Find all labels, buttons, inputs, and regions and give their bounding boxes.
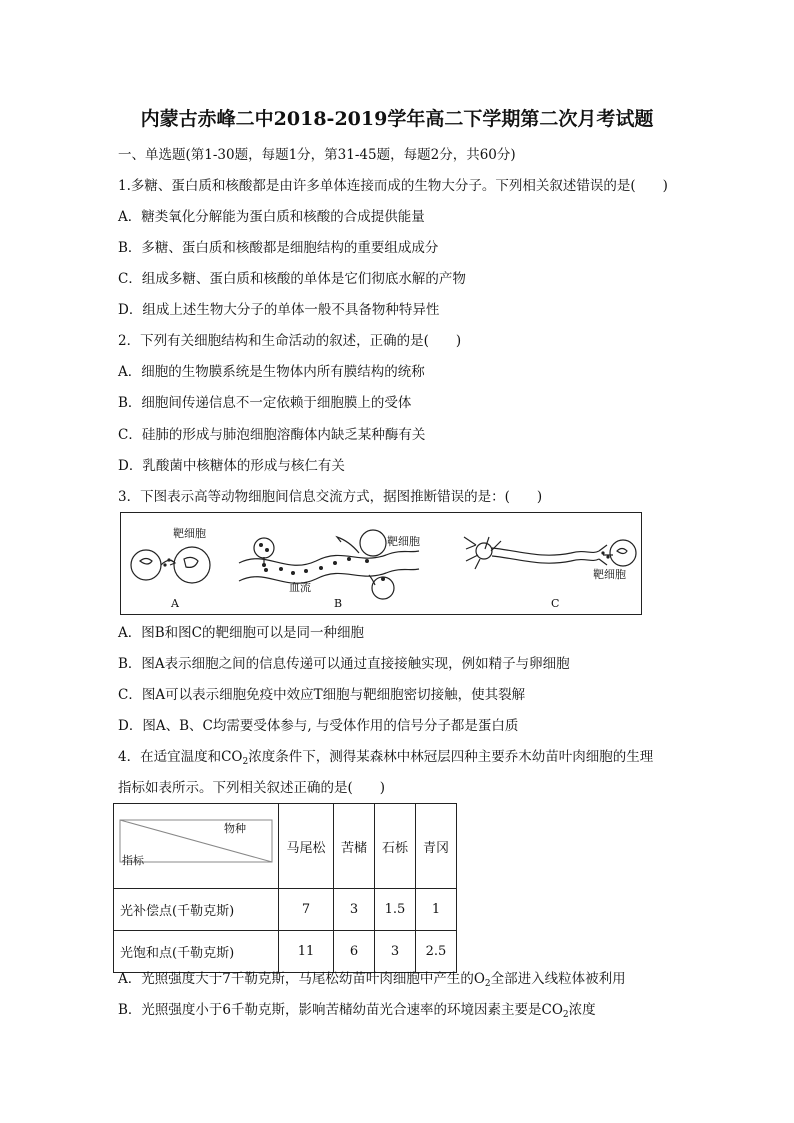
fig-b-target-cell-label: 靶细胞 [387, 535, 420, 548]
q4-option-a: A．光照强度大于7千勒克斯，马尾松幼苗叶肉细胞中产生的$O_2$全部进入线粒体被利用 [118, 971, 626, 989]
fig-c-target-cell-label: 靶细胞 [593, 568, 626, 581]
q1-stem: 1.多糖、蛋白质和核酸都是由许多单体连接而成的生物大分子。下列相关叙述错误的是( ) [118, 178, 668, 194]
fig-label-a: A [171, 597, 179, 610]
table-cell: 3 [375, 931, 416, 973]
q4-table [113, 803, 457, 973]
fig-label-c: C [551, 597, 560, 610]
table-header-row [114, 804, 457, 889]
table-cell: 3 [334, 889, 375, 931]
q4-stem-line1: 4．在适宜温度和$CO_2$浓度条件下，测得某森林中林冠层四种主要乔木幼苗叶肉细胞的生理 [118, 749, 654, 767]
q4-stem-line2: 指标如表所示。下列相关叙述正确的是( ) [118, 780, 386, 796]
q2-option-b: B．细胞间传递信息不一定依赖于细胞膜上的受体 [118, 395, 412, 411]
fig-a-target-cell-label: 靶细胞 [173, 527, 206, 540]
q3-option-c: C．图A可以表示细胞免疫中效应T细胞与靶细胞密切接触，使其裂解 [118, 687, 526, 703]
table-col-header: 石栎 [375, 804, 416, 889]
table-cell: 1 [416, 889, 457, 931]
corner-indicator-label: 指标 [122, 854, 144, 867]
table-col-header: 马尾松 [279, 804, 334, 889]
q2-option-a: A．细胞的生物膜系统是生物体内所有膜结构的统称 [118, 364, 425, 380]
q4-option-b: B．光照强度小于6千勒克斯，影响苦槠幼苗光合速率的环境因素主要是$CO_2$浓度 [118, 1002, 596, 1020]
table-cell: 11 [279, 931, 334, 973]
table-col-header: 苦槠 [334, 804, 375, 889]
q2-option-c: C．硅肺的形成与肺泡细胞溶酶体内缺乏某种酶有关 [118, 427, 426, 443]
q3-stem: 3．下图表示高等动物细胞间信息交流方式，据图推断错误的是：( ) [118, 489, 543, 505]
table-cell: 2.5 [416, 931, 457, 973]
fig-b-blood-flow-label: 血流 [289, 581, 311, 594]
fig-label-b: B [334, 597, 343, 610]
table-cell: 1.5 [375, 889, 416, 931]
table-row [114, 889, 457, 931]
table-corner-cell [114, 804, 279, 889]
q3-option-b: B．图A表示细胞之间的信息传递可以通过直接接触实现，例如精子与卵细胞 [118, 656, 570, 672]
table-row [114, 931, 457, 973]
q3-option-d: D．图A、B、C均需要受体参与, 与受体作用的信号分子都是蛋白质 [118, 718, 519, 734]
corner-species-label: 物种 [224, 822, 246, 835]
table-row-label: 光补偿点(千勒克斯) [114, 889, 279, 931]
page-title: 内蒙古赤峰二中2018-2019学年高二下学期第二次月考试题 [140, 108, 654, 130]
section-heading: 一、单选题(第1-30题，每题1分，第31-45题，每题2分，共60分) [118, 147, 516, 163]
q1-option-c: C．组成多糖、蛋白质和核酸的单体是它们彻底水解的产物 [118, 271, 466, 287]
q1-option-d: D．组成上述生物大分子的单体一般不具备物种特异性 [118, 302, 440, 318]
table-cell: 6 [334, 931, 375, 973]
table-cell: 7 [279, 889, 334, 931]
q2-stem: 2．下列有关细胞结构和生命活动的叙述，正确的是( ) [118, 333, 462, 349]
q3-figure [120, 512, 642, 615]
q2-option-d: D．乳酸菌中核糖体的形成与核仁有关 [118, 458, 345, 474]
q1-option-b: B．多糖、蛋白质和核酸都是细胞结构的重要组成成分 [118, 240, 439, 256]
q3-option-a: A．图B和图C的靶细胞可以是同一种细胞 [118, 625, 364, 641]
table-col-header: 青冈 [416, 804, 457, 889]
q1-option-a: A．糖类氧化分解能为蛋白质和核酸的合成提供能量 [118, 209, 425, 225]
table-row-label: 光饱和点(千勒克斯) [114, 931, 279, 973]
